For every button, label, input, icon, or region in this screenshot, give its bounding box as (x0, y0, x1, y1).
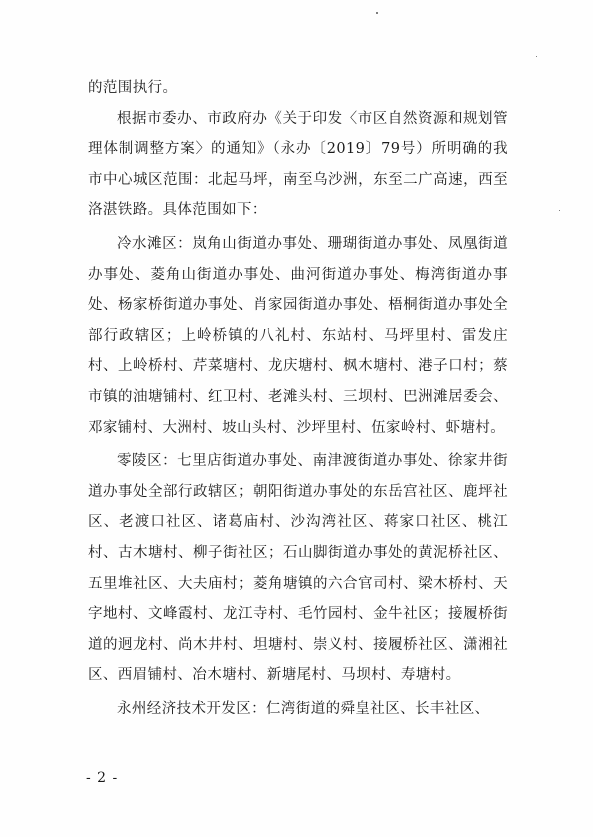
scan-speck (536, 56, 537, 57)
document-body (88, 73, 508, 724)
paragraph-economic-development-zone: 永州经济技术开发区：仁湾街道的舜皇社区、长丰社区、 (117, 700, 490, 717)
scan-speck (376, 12, 378, 14)
paragraph-lingling-district: 零陵区：七里店街道办事处、南津渡街道办事处、徐家井街道办事处全部行政辖区；朝阳街道办事处的东岳宫社区、鹿坪社区、老渡口社区、诸葛庙村、沙沟湾社区、蒋家口社区、桃江村、古木塘村、柳子街社区；石山脚街道办事处的黄泥桥社区、五里堆社区、大夫庙村；菱角塘镇的六合官司村、梁木桥村、天字地村、文峰霞村、龙江寺村、毛竹园村、金牛社区；接履桥街道的迥龙村、尚木井村、坦塘村、崇义村、接履桥社区、潇湘社区、西眉铺村、冶木塘村、新塘尾村、马坝村、寿塘村。 (88, 453, 508, 684)
page-number: - 2 - (86, 770, 119, 786)
scan-speck (559, 210, 560, 211)
paragraph-lengshuitan-district: 冷水滩区：岚角山街道办事处、珊瑚街道办事处、凤凰街道办事处、菱角山街道办事处、曲河街道办事处、梅湾街道办事处、杨家桥街道办事处、肖家园街道办事处、梧桐街道办事处全部行政辖区；上岭桥镇的八礼村、东站村、马坪里村、雷发庄村、上岭桥村、芹菜塘村、龙庆塘村、枫木塘村、港子口村；蔡市镇的油塘铺村、红卫村、老滩头村、三坝村、巴洲滩居委会、邓家铺村、大洲村、坡山头村、沙坪里村、伍家岭村、虾塘村。 (88, 235, 508, 436)
paragraph-continuation: 的范围执行。 (88, 80, 178, 96)
paragraph-scope-basis: 根据市委办、市政府办《关于印发〈市区自然资源和规划管理体制调整方案〉的通知》（永办〔2019〕79号）所明确的我市中心城区范围：北起马坪，南至乌沙洲，东至二广高速，西至洛湛铁路。具体范围如下： (88, 110, 508, 219)
